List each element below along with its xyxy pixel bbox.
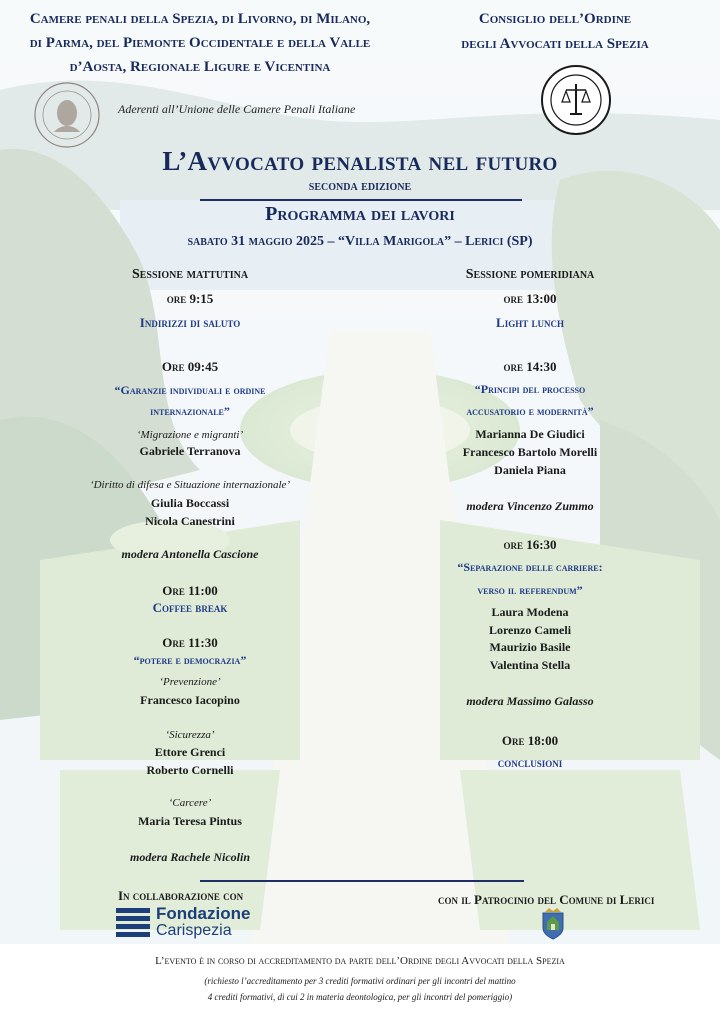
event-date-place: sabato 31 maggio 2025 – “Villa Marigola” – Lerici (SP): [187, 234, 533, 249]
morning-item-title: internazionale”: [150, 404, 230, 418]
afternoon-item-title: conclusioni: [497, 755, 563, 770]
afternoon-item-title: verso il referendum”: [477, 583, 583, 597]
moderator-label: modera Massimo Galasso: [466, 694, 594, 708]
morning-item-title: Coffee break: [152, 600, 228, 615]
speaker-name: Roberto Cornelli: [146, 763, 234, 777]
morning-time: Ore 11:00: [162, 583, 218, 598]
morning-heading: Sessione mattutina: [131, 267, 249, 282]
header-left-line-1: Camere penali della Spezia, di Livorno, di Milano,: [29, 11, 371, 27]
speaker-name: Nicola Canestrini: [145, 514, 235, 528]
patronage-label: con il Patrocinio del Comune di Lerici: [438, 892, 655, 907]
morning-time: Ore 11:30: [162, 635, 218, 650]
header-left-line-3: d’Aosta, Regionale Ligure e Vicentina: [69, 59, 331, 75]
header-right-line-2: degli Avvocati della Spezia: [461, 36, 649, 52]
topic-label: ‘Prevenzione’: [159, 676, 221, 688]
ordine-avvocati-seal-icon: [540, 64, 612, 136]
topic-label: ‘Migrazione e migranti’: [136, 429, 244, 441]
moderator-label: modera Rachele Nicolin: [130, 850, 250, 864]
speaker-name: Giulia Boccassi: [150, 496, 230, 510]
morning-time: Ore 09:45: [161, 359, 219, 374]
adherents-text: Aderenti all’Unione delle Camere Penali Italiane: [118, 102, 356, 116]
moderator-label: modera Vincenzo Zummo: [466, 499, 594, 513]
lerici-crest-icon: [541, 908, 565, 940]
speaker-name: Marianna De Giudici: [475, 427, 585, 441]
afternoon-time: ore 14:30: [503, 359, 557, 374]
fondazione-carispezia-logo-icon: [116, 906, 152, 938]
speaker-name: Ettore Grenci: [154, 745, 226, 759]
collaboration-label: In collaborazione con: [118, 888, 244, 903]
speaker-name: Gabriele Terranova: [139, 444, 241, 458]
header-left-line-2: di Parma, del Piemonte Occidentale e della Valle: [29, 35, 371, 51]
morning-item-title: “potere e democrazia”: [133, 653, 247, 667]
speaker-name: Maurizio Basile: [489, 640, 571, 654]
foundation-name-line2: Carispezia: [156, 922, 232, 939]
afternoon-time: ore 16:30: [503, 537, 557, 552]
credits-note-line1: (richiesto l’accreditamento per 3 crediti formativi ordinari per gli incontri del mattino: [204, 976, 516, 986]
speaker-name: Daniela Piana: [494, 463, 566, 477]
afternoon-item-title: “Separazione delle carriere:: [457, 560, 603, 574]
afternoon-item-title: accusatorio e modernità”: [466, 404, 594, 418]
foundation-name-line1: Fondazione: [156, 904, 251, 923]
header-right-line-1: Consiglio dell’Ordine: [478, 11, 632, 27]
morning-time: ore 9:15: [166, 291, 214, 306]
camere-penali-seal-icon: [30, 80, 104, 150]
topic-label: ‘Carcere’: [168, 797, 212, 809]
afternoon-item-title: “Principi del processo: [474, 382, 586, 396]
morning-item-title: Indirizzi di saluto: [139, 315, 241, 330]
footer-band: [0, 944, 720, 1024]
afternoon-item-title: Light lunch: [496, 315, 564, 330]
speaker-name: Valentina Stella: [489, 658, 571, 672]
afternoon-time: ore 13:00: [503, 291, 557, 306]
partners-divider: [200, 880, 524, 882]
speaker-name: Maria Teresa Pintus: [138, 814, 242, 828]
event-title: L’Avvocato penalista nel futuro: [162, 146, 558, 176]
afternoon-heading: Sessione pomeridiana: [465, 267, 595, 282]
credits-note-line2: 4 crediti formativi, di cui 2 in materia deontologica, per gli incontri del pomeriggio): [207, 992, 513, 1002]
topic-label: ‘Diritto di difesa e Situazione internazionale’: [89, 479, 291, 491]
program-title: Programma dei lavori: [265, 203, 455, 225]
speaker-name: Francesco Iacopino: [140, 693, 240, 707]
morning-item-title: “Garanzie individuali e ordine: [114, 383, 266, 397]
accreditation-notice: L’evento è in corso di accreditamento da parte dell’Ordine degli Avvocati della Spezia: [155, 955, 565, 967]
event-edition: seconda edizione: [308, 179, 412, 194]
speaker-name: Laura Modena: [491, 605, 569, 619]
speaker-name: Lorenzo Cameli: [488, 623, 572, 637]
moderator-label: modera Antonella Cascione: [121, 547, 259, 561]
afternoon-time: Ore 18:00: [501, 733, 559, 748]
topic-label: ‘Sicurezza’: [165, 729, 215, 741]
speaker-name: Francesco Bartolo Morelli: [462, 445, 598, 459]
title-divider: [200, 199, 522, 201]
